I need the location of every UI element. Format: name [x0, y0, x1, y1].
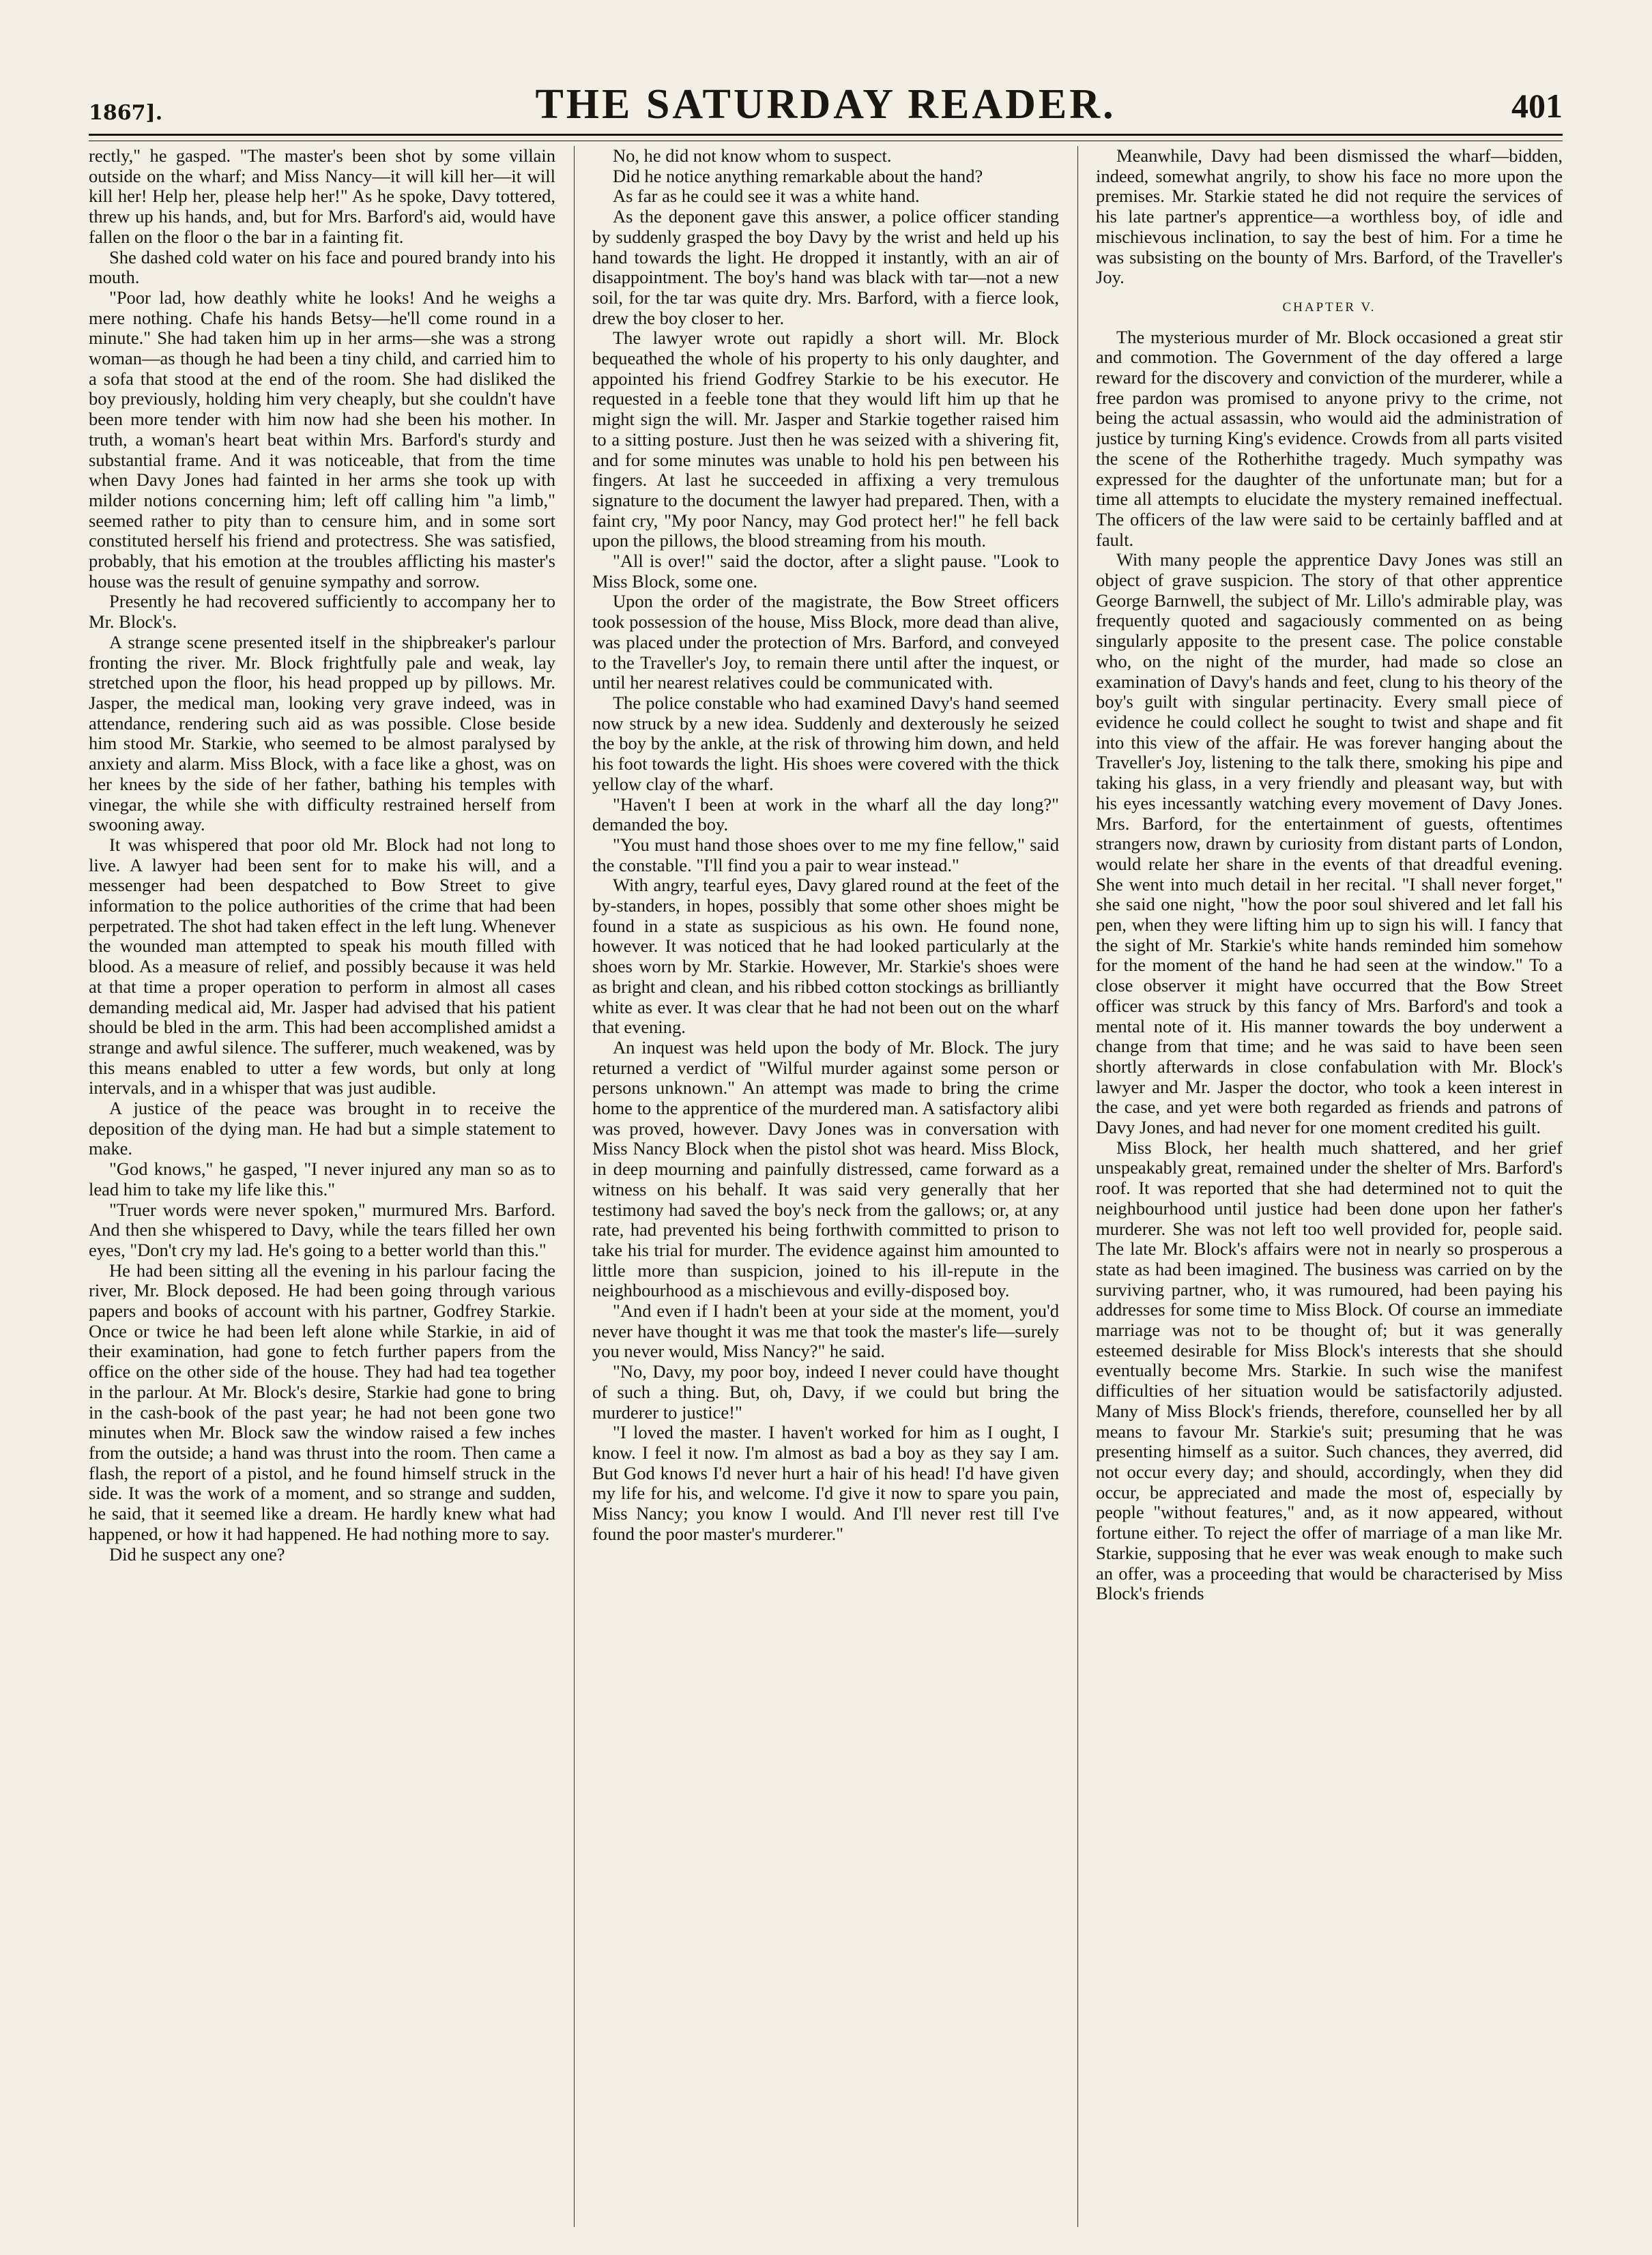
paragraph: "God knows," he gasped, "I never injured any man so as to lead him to take my life like this." — [89, 1159, 555, 1199]
chapter-heading: CHAPTER V. — [1282, 300, 1376, 315]
paragraph: Miss Block, her health much shattered, and her grief unspeakably great, remained under the shelter of Mrs. Barford's roof. It was reported that she had determined not to quit the neighbourhood until justice had been done upon her father's murderer. She was not left too well provided for, people said. The late Mr. Block's affairs were not in nearly so prosperous a state as had been imagined. The business was carried on by the surviving partner, who, it was rumoured, had been paying his addresses for some time to Miss Block. Of course an immediate marriage was not to be thought of; but it was generally esteemed desirable for Miss Block's interests that she should eventually become Mrs. Starkie. In such wise the manifest difficulties of her situation would be satisfactorily adjusted. Many of Miss Block's friends, therefore, counselled her by all means to favour Mr. Starkie's suit; presuming that he was presenting himself as a suitor. Such chances, they averred, did not occur every day; and should, accordingly, when they did occur, be appreciated and made the most of, especially by people "without features," and, as it now appeared, without fortune either. To reject the offer of marriage of a man like Mr. Starkie, supposing that he ever was weak enough to make such an offer, was a proceeding that would be characterised by Miss Block's friends — [1096, 1137, 1563, 1604]
paragraph: "Haven't I been at work in the wharf all the day long?" demanded the boy. — [592, 794, 1059, 835]
paragraph: "All is over!" said the doctor, after a slight pause. "Look to Miss Block, some one. — [592, 551, 1059, 592]
paragraph: "I loved the master. I haven't worked for him as I ought, I know. I feel it now. I'm almost as bad a boy as they say I am. But God knows I'd never hurt a hair of his head! I'd have given my life for his, and welcome. I'd give it now to spare you pain, Miss Nancy; you know I would. And I'll never rest till I've found the poor master's murderer." — [592, 1422, 1059, 1544]
issue-year: 1867]. — [89, 101, 163, 125]
paragraph: A strange scene presented itself in the shipbreaker's parlour fronting the river. Mr. Block frightfully pale and weak, lay stretched upon the floor, his head propped up by pillows. Mr. Jasper, the medical man, looking very grave indeed, was in attendance, rendering such aid as was possible. Close beside him stood Mr. Starkie, who seemed to be almost paralysed by anxiety and alarm. Miss Block, with a face like a ghost, was on her knees by the side of her father, bathing his temples with vinegar, the while she with difficulty restrained herself from swooning away. — [89, 631, 555, 835]
column-1 — [89, 146, 555, 2227]
paragraph: Upon the order of the magistrate, the Bow Street officers took possession of the house, Miss Block, more dead than alive, was placed under the protection of Mrs. Barford, and conveyed to the Traveller's Joy, to remain there until after the inquest, or until her nearest relatives could be communicated with. — [592, 591, 1059, 693]
paragraph: The lawyer wrote out rapidly a short will. Mr. Block bequeathed the whole of his property to his only daughter, and appointed his friend Godfrey Starkie to be his executor. He requested in a feeble tone that they would lift him up that he might sign the will. Mr. Jasper and Starkie together raised him to a sitting posture. Just then he was seized with a shivering fit, and for some minutes was unable to hold his pen between his fingers. At last he succeeded in affixing a very tremulous signature to the document the lawyer had prepared. Then, with a faint cry, "My poor Nancy, may God protect her!" he fell back upon the pillows, the blood streaming from his mouth. — [592, 328, 1059, 551]
publication-title: THE SATURDAY READER. — [535, 81, 1116, 128]
paragraph: He had been sitting all the evening in his parlour facing the river, Mr. Block deposed. He had been going through various papers and books of account with his partner, Godfrey Starkie. Once or twice he had been left alone while Starkie, in aid of their examination, had gone to fetch further papers from the office on the other side of the house. They had had tea together in the parlour. At Mr. Block's desire, Starkie had gone to bring in the cash-book of the past year; he had not been gone two minutes when Mr. Block saw the window raised a few inches from the outside; a hand was thrust into the room. Then came a flash, the report of a pistol, and he found himself struck in the side. It was the work of a moment, and so strange and sudden, he said, that it seemed like a dream. He hardly knew what had happened, or how it had happened. He had nothing more to say. — [89, 1260, 555, 1544]
paragraph: Meanwhile, Davy had been dismissed the wharf—bidden, indeed, somewhat angrily, to show his face no more upon the premises. Mr. Starkie stated he did not require the services of his late partner's apprentice—a worthless boy, of idle and mischievous inclination, to say the best of him. For a time he was subsisting on the bounty of Mrs. Barford, of the Traveller's Joy. — [1096, 146, 1563, 288]
paragraph: With angry, tearful eyes, Davy glared round at the feet of the by-standers, in hopes, possibly that some other shoes might be found in a state as suspicious as his own. He found none, however. It was noticed that he had looked particularly at the shoes worn by Mr. Starkie. However, Mr. Starkie's shoes were as bright and clean, and his ribbed cotton stockings as brilliantly white as ever. It was clear that he had not been out on the wharf that evening. — [592, 875, 1059, 1038]
paragraph: Did he suspect any one? — [109, 1543, 285, 1565]
paragraph: A justice of the peace was brought in to receive the deposition of the dying man. He had but a simple statement to make. — [89, 1098, 555, 1159]
paragraph: The police constable who had examined Davy's hand seemed now struck by a new idea. Suddenly and dexterously he seized the boy by the ankle, at the risk of throwing him down, and held his foot towards the light. His shoes were covered with the thick yellow clay of the wharf. — [592, 692, 1059, 794]
paragraph: "No, Davy, my poor boy, indeed I never could have thought of such a thing. But, oh, Davy, if we could but bring the murderer to justice!" — [592, 1361, 1059, 1423]
paragraph: As the deponent gave this answer, a police officer standing by suddenly grasped the boy Davy by the wrist and held up his hand towards the light. He dropped it instantly, with an air of disappointment. The boy's hand was black with tar—not a new soil, for the tar was quite dry. Mrs. Barford, with a fierce look, drew the boy closer to her. — [592, 206, 1059, 328]
paragraph: rectly," he gasped. "The master's been shot by some villain outside on the wharf; and Miss Nancy—it will kill her—it will kill her! Help her, please help her!" As he spoke, Davy tottered, threw up his hands, and, but for Mrs. Barford's aid, would have fallen on the floor o the bar in a fainting fit. — [89, 146, 555, 247]
running-header — [89, 81, 1563, 135]
header-rule — [89, 134, 1563, 141]
paragraph: It was whispered that poor old Mr. Block had not long to live. A lawyer had been sent for to make his will, and a messenger had been despatched to Bow Street to give information to the police authorities of the crime that had been perpetrated. The shot had taken effect in the left lung. Whenever the wounded man attempted to speak his mouth filled with blood. As a measure of relief, and possibly because it was held at that time a proper operation to perform in almost all cases demanding medical aid, Mr. Jasper had advised that his patient should be bled in the arm. This had been accomplished amidst a strange and awful silence. The sufferer, much weakened, was by this means enabled to utter a few words, but only at long intervals, and in a whisper that was just audible. — [89, 834, 555, 1099]
paragraph: "You must hand those shoes over to me my fine fellow," said the constable. "I'll find you a pair to wear instead." — [592, 834, 1059, 875]
paragraph: No, he did not know whom to suspect. — [613, 146, 892, 166]
column-divider — [574, 146, 575, 2227]
paragraph: "Truer words were never spoken," murmured Mrs. Barford. And then she whispered to Davy, while the tears filled her own eyes, "Don't cry my lad. He's going to a better world than this." — [89, 1199, 555, 1260]
paragraph: An inquest was held upon the body of Mr. Block. The jury returned a verdict of "Wilful murder against some person or persons unknown." An attempt was made to bring the crime home to the apprentice of the murdered man. A satisfactory alibi was proved, however. Davy Jones was in conversation with Miss Nancy Block when the pistol shot was heard. Miss Block, in deep mourning and painfully distressed, came forward as a witness on his behalf. It was said very generally that her testimony had saved the boy's neck from the gallows; or, at any rate, had prevented his being forthwith committed to prison to take his trial for murder. The evidence against him amounted to little more than suspicion, joined to his ill-repute in the neighbourhood as a mischievous and evilly-disposed boy. — [592, 1036, 1059, 1301]
paragraph: She dashed cold water on his face and poured brandy into his mouth. — [89, 246, 555, 288]
page-number: 401 — [1511, 87, 1563, 125]
paragraph: "Poor lad, how deathly white he looks! And he weighs a mere nothing. Chafe his hands Betsy—he'll come round in a minute." She had taken him up in her arms—she was a strong woman—as though he had been a tiny child, and carried him to a sofa that stood at the end of the room. She had disliked the boy previously, holding him very cheaply, but she couldn't have been more tender with him now had she been his mother. In truth, a woman's heart beat within Mrs. Barford's sturdy and substantial frame. And it was noticeable, that from the time when Davy Jones had fainted in her arms she took up with milder notions concerning him; left off calling him "a limb," seemed rather to pity than to censure him, and in some sort constituted herself his friend and protectress. She was satisfied, probably, that his emotion at the troubles afflicting his master's house was the result of genuine sympathy and sorrow. — [89, 287, 555, 592]
column-2 — [592, 146, 1059, 2227]
column-divider — [1077, 146, 1078, 2227]
text-columns — [89, 146, 1563, 2234]
paragraph: Did he notice anything remarkable about the hand? — [613, 165, 983, 186]
paragraph: "And even if I hadn't been at your side at the moment, you'd never have thought it was me that took the master's life—surely you never would, Miss Nancy?" he said. — [592, 1300, 1059, 1362]
paragraph: Presently he had recovered sufficiently to accompany her to Mr. Block's. — [89, 591, 555, 632]
paragraph: The mysterious murder of Mr. Block occasioned a great stir and commotion. The Government of the day offered a large reward for the discovery and conviction of the murderer, while a free pardon was promised to anyone privy to the crime, not being the actual assassin, who would aid the administration of justice by turning King's evidence. Crowds from all parts visited the scene of the Rotherhithe tragedy. Much sympathy was expressed for the daughter of the unfortunate man; but for a time all attempts to elucidate the mystery remained ineffectual. The officers of the law were said to be certainly baffled and at fault. — [1096, 326, 1563, 550]
column-3 — [1096, 146, 1563, 2227]
paragraph: As far as he could see it was a white hand. — [613, 186, 920, 207]
paragraph: With many people the apprentice Davy Jones was still an object of grave suspicion. The story of that other apprentice George Barnwell, the subject of Mr. Lillo's admirable play, was frequently quoted and sagaciously commented on as being singularly apposite to the present case. The police constable who, on the night of the murder, had made so close an examination of Davy's hands and feet, clung to his theory of the boy's guilt with singular pertinacity. Every small piece of evidence he could collect he sought to twist and shape and fit into this view of the affair. He was forever hanging about the Traveller's Joy, listening to the talk there, smoking his pipe and taking his glass, in a very friendly and pleasant way, but with his eyes incessantly watching every movement of Davy Jones. Mrs. Barford, for the entertainment of guests, oftentimes strangers now, drawn by curiosity from distant parts of London, would relate her share in the events of that dreadful evening. She went into much detail in her recital. "I shall never forget," she said one night, "how the poor soul shivered and let fall his pen, when they were lifting him up to sign his will. I fancy that the sight of Mr. Starkie's white hands reminded him somehow for the moment of the hand he had seen at the window." To a close observer it might have occurred that the Bow Street officer was struck by this fancy of Mrs. Barford's and took a mental note of it. His manner towards the boy underwent a change from that time; and he was said to have been seen shortly afterwards in close confabulation with Mr. Block's lawyer and Mr. Jasper the doctor, who took a keen interest in the case, and yet were both regarded as friends and patrons of Davy Jones, and had never for one moment credited his guilt. — [1096, 549, 1563, 1138]
